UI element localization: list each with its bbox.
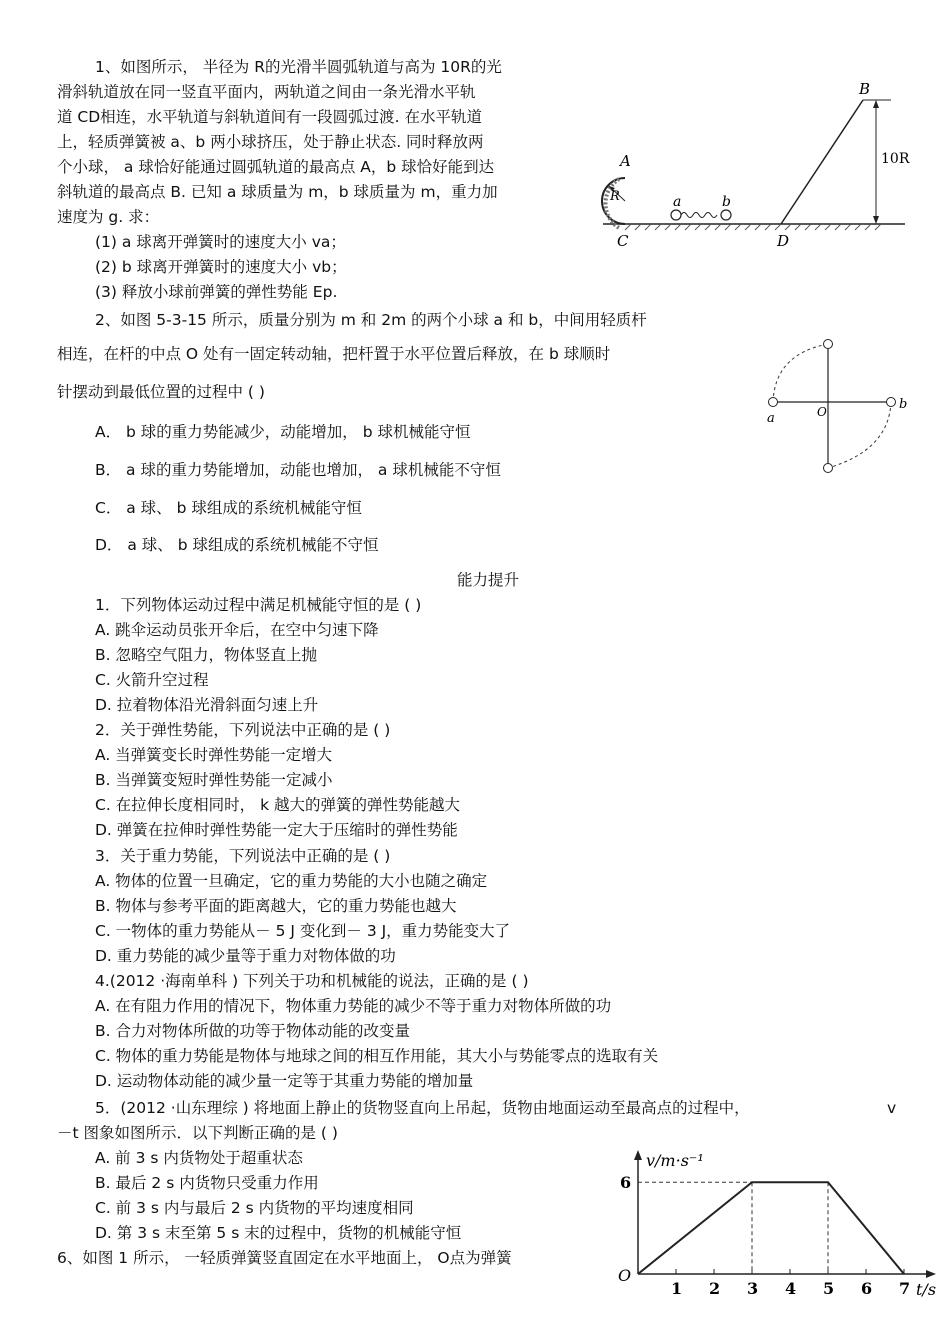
label-b: b	[722, 194, 731, 210]
track-figure	[595, 78, 925, 253]
origin-label: O	[618, 1266, 632, 1285]
x-tick-label: 5	[823, 1279, 835, 1298]
question-stem: 1．下列物体运动过程中满足机械能守恒的是 ( )	[95, 596, 422, 614]
sub-question: (3) 释放小球前弹簧的弹性势能 Ep.	[95, 283, 338, 301]
label-C: C	[617, 232, 629, 250]
section-title: 能力提升	[457, 571, 520, 589]
question-stem: 3．关于重力势能，下列说法中正确的是 ( )	[95, 847, 391, 865]
text-line: 个小球， a 球恰好能通过圆弧轨道的最高点 A，b 球恰好能到达	[57, 158, 495, 176]
label-A: A	[620, 152, 631, 170]
label-B: B	[859, 80, 871, 98]
option: B. 当弹簧变短时弹性势能一定减小	[95, 771, 333, 789]
option-d: D． a 球、 b 球组成的系统机械能不守恒	[95, 536, 379, 554]
option: D. 弹簧在拉伸时弹性势能一定大于压缩时的弹性势能	[95, 821, 458, 839]
x-tick-label: 1	[671, 1279, 683, 1298]
label-b: b	[899, 397, 908, 412]
x-tick-label: 4	[785, 1279, 797, 1298]
problem-6-text: 6、如图 1 所示， 一轻质弹簧竖直固定在水平地面上， O点为弹簧	[57, 1249, 512, 1267]
text-line: 1、如图所示， 半径为 R的光滑半圆弧轨道与高为 10R的光	[95, 58, 502, 76]
x-axis-label: t/s	[916, 1280, 937, 1299]
label-a: a	[673, 194, 682, 210]
text-line: 相连，在杆的中点 O 处有一固定转动轴，把杆置于水平位置后释放，在 b 球顺时	[57, 345, 611, 363]
text-line: 滑斜轨道放在同一竖直平面内，两轨道之间由一条光滑水平轨	[57, 83, 476, 101]
text-line: v	[887, 1099, 897, 1117]
x-tick-label: 2	[709, 1279, 721, 1298]
option: A. 当弹簧变长时弹性势能一定增大	[95, 746, 333, 764]
option: C. 在拉伸长度相同时， k 越大的弹簧的弹性势能越大	[95, 796, 461, 814]
option: B. 物体与参考平面的距离越大，它的重力势能也越大	[95, 897, 457, 915]
question-stem: 4.(2012 ·海南单科 ) 下列关于功和机械能的说法，正确的是 ( )	[95, 972, 529, 990]
option: D. 拉着物体沿光滑斜面匀速上升	[95, 696, 319, 714]
text-line: 上，轻质弹簧被 a、b 两小球挤压，处于静止状态. 同时释放两	[57, 133, 484, 151]
sub-question: (1) a 球离开弹簧时的速度大小 va；	[95, 233, 346, 251]
text-line: 针摆动到最低位置的过程中 ( )	[57, 383, 265, 401]
text-line: 5．(2012 ·山东理综 ) 将地面上静止的货物竖直向上吊起，货物由地面运动至最高点的过程中，	[95, 1099, 750, 1117]
option: A. 物体的位置一旦确定，它的重力势能的大小也随之确定	[95, 872, 488, 890]
vt-graph	[608, 1148, 946, 1338]
option: B. 合力对物体所做的功等于物体动能的改变量	[95, 1022, 410, 1040]
option: B. 忽略空气阻力，物体竖直上抛	[95, 646, 317, 664]
rod-figure	[755, 332, 915, 482]
text-line: 斜轨道的最高点 B. 已知 a 球质量为 m，b 球质量为 m，重力加	[57, 183, 498, 201]
option: C. 火箭升空过程	[95, 671, 209, 689]
option-d: D. 第 3 s 末至第 5 s 末的过程中，货物的机械能守恒	[95, 1224, 462, 1242]
option-a: A. 前 3 s 内货物处于超重状态	[95, 1149, 303, 1167]
label-a: a	[767, 411, 775, 426]
velocity-series-line	[638, 1182, 904, 1274]
option-a: A． b 球的重力势能减少，动能增加， b 球机械能守恒	[95, 423, 471, 441]
text-line: 道 CD相连，水平轨道与斜轨道间有一段圆弧过渡. 在水平轨道	[57, 108, 483, 126]
text-line: －t 图象如图所示．以下判断正确的是 ( )	[57, 1124, 338, 1142]
label-height: 10R	[881, 151, 910, 167]
option-b: B． a 球的重力势能增加，动能也增加， a 球机械能不守恒	[95, 461, 501, 479]
label-O: O	[817, 405, 827, 419]
x-tick-label: 3	[747, 1279, 759, 1298]
text-line: 2、如图 5-3-15 所示，质量分别为 m 和 2m 的两个小球 a 和 b，中间用轻质杆	[95, 311, 647, 329]
y-axis-label: v/m·s⁻¹	[646, 1151, 704, 1170]
label-R: R	[610, 189, 620, 204]
option: C. 一物体的重力势能从－ 5 J 变化到－ 3 J，重力势能变大了	[95, 922, 511, 940]
sub-question: (2) b 球离开弹簧时的速度大小 vb；	[95, 258, 347, 276]
x-tick-label: 6	[861, 1279, 873, 1298]
option-c: C. 前 3 s 内与最后 2 s 内货物的平均速度相同	[95, 1199, 414, 1217]
option: A. 在有阻力作用的情况下，物体重力势能的减少不等于重力对物体所做的功	[95, 997, 612, 1015]
question-stem: 2．关于弹性势能，下列说法中正确的是 ( )	[95, 721, 391, 739]
x-tick-label: 7	[899, 1279, 911, 1298]
option: D. 运动物体动能的减少量一定等于其重力势能的增加量	[95, 1072, 474, 1090]
option: C. 物体的重力势能是物体与地球之间的相互作用能，其大小与势能零点的选取有关	[95, 1047, 659, 1065]
label-D: D	[777, 232, 790, 250]
text-line: 速度为 g. 求：	[57, 208, 160, 226]
option-b: B. 最后 2 s 内货物只受重力作用	[95, 1174, 319, 1192]
option: A. 跳伞运动员张开伞后，在空中匀速下降	[95, 621, 379, 639]
y-tick-label: 6	[620, 1173, 632, 1193]
option-c: C． a 球、 b 球组成的系统机械能守恒	[95, 499, 362, 517]
option: D. 重力势能的减少量等于重力对物体做的功	[95, 947, 396, 965]
